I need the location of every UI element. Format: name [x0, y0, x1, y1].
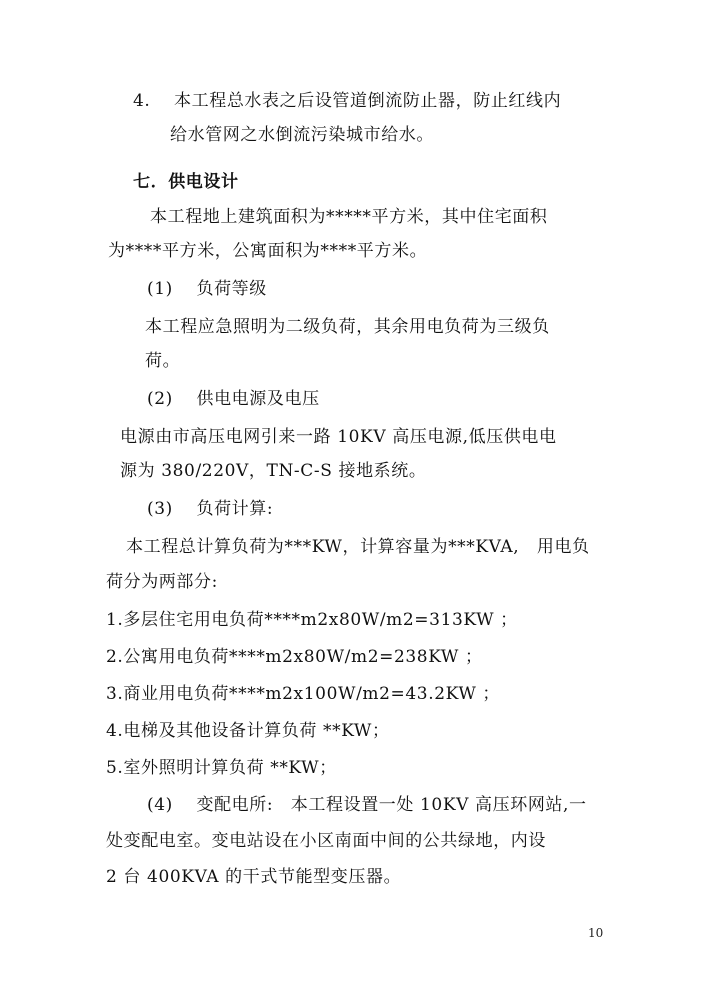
paragraph-power-source-line1: 电源由市高压电网引来一路 10KV 高压电源,低压供电电: [120, 427, 557, 447]
page-number: 10: [588, 926, 604, 940]
load-item-5: 5.室外照明计算负荷 **KW；: [106, 758, 337, 778]
list-item-4-line1: 4. 本工程总水表之后设管道倒流防止器，防止红线内: [133, 91, 562, 111]
subheading-load-calculation: (3) 负荷计算:: [147, 499, 274, 519]
subheading-load-class: (1) 负荷等级: [147, 279, 267, 299]
paragraph-power-source-line2: 源为 380/220V，TN-C-S 接地系统。: [120, 461, 427, 481]
load-item-3: 3.商业用电负荷****m2x100W/m2=43.2KW ；: [106, 684, 500, 704]
section-heading-power-supply: 七．供电设计: [133, 172, 239, 192]
load-item-1: 1.多层住宅用电负荷****m2x80W/m2=313KW ；: [106, 610, 518, 630]
paragraph-substation-line2: 2 台 400KVA 的干式节能型变压器。: [106, 867, 402, 887]
paragraph-substation-line1: 处变配电室。变电站设在小区南面中间的公共绿地，内设: [106, 831, 546, 851]
subheading-power-source: (2) 供电电源及电压: [147, 389, 320, 409]
load-item-4: 4.电梯及其他设备计算负荷 **KW；: [106, 721, 390, 741]
subheading-substation: (4) 变配电所: 本工程设置一处 10KV 高压环网站,一: [147, 795, 587, 815]
paragraph-load-class-line1: 本工程应急照明为二级负荷，其余用电负荷为三级负: [145, 317, 550, 337]
paragraph-load-calc-line2: 荷分为两部分:: [106, 572, 218, 592]
paragraph-load-class-line2: 荷。: [145, 351, 181, 371]
paragraph-area-line2: 为****平方米，公寓面积为****平方米。: [108, 241, 428, 261]
paragraph-load-calc-line1: 本工程总计算负荷为***KW，计算容量为***KVA, 用电负: [126, 537, 590, 557]
list-item-4-line2: 给水管网之水倒流污染城市给水。: [170, 125, 434, 145]
paragraph-area-line1: 本工程地上建筑面积为*****平方米，其中住宅面积: [150, 207, 548, 227]
load-item-2: 2.公寓用电负荷****m2x80W/m2=238KW ；: [106, 647, 483, 667]
